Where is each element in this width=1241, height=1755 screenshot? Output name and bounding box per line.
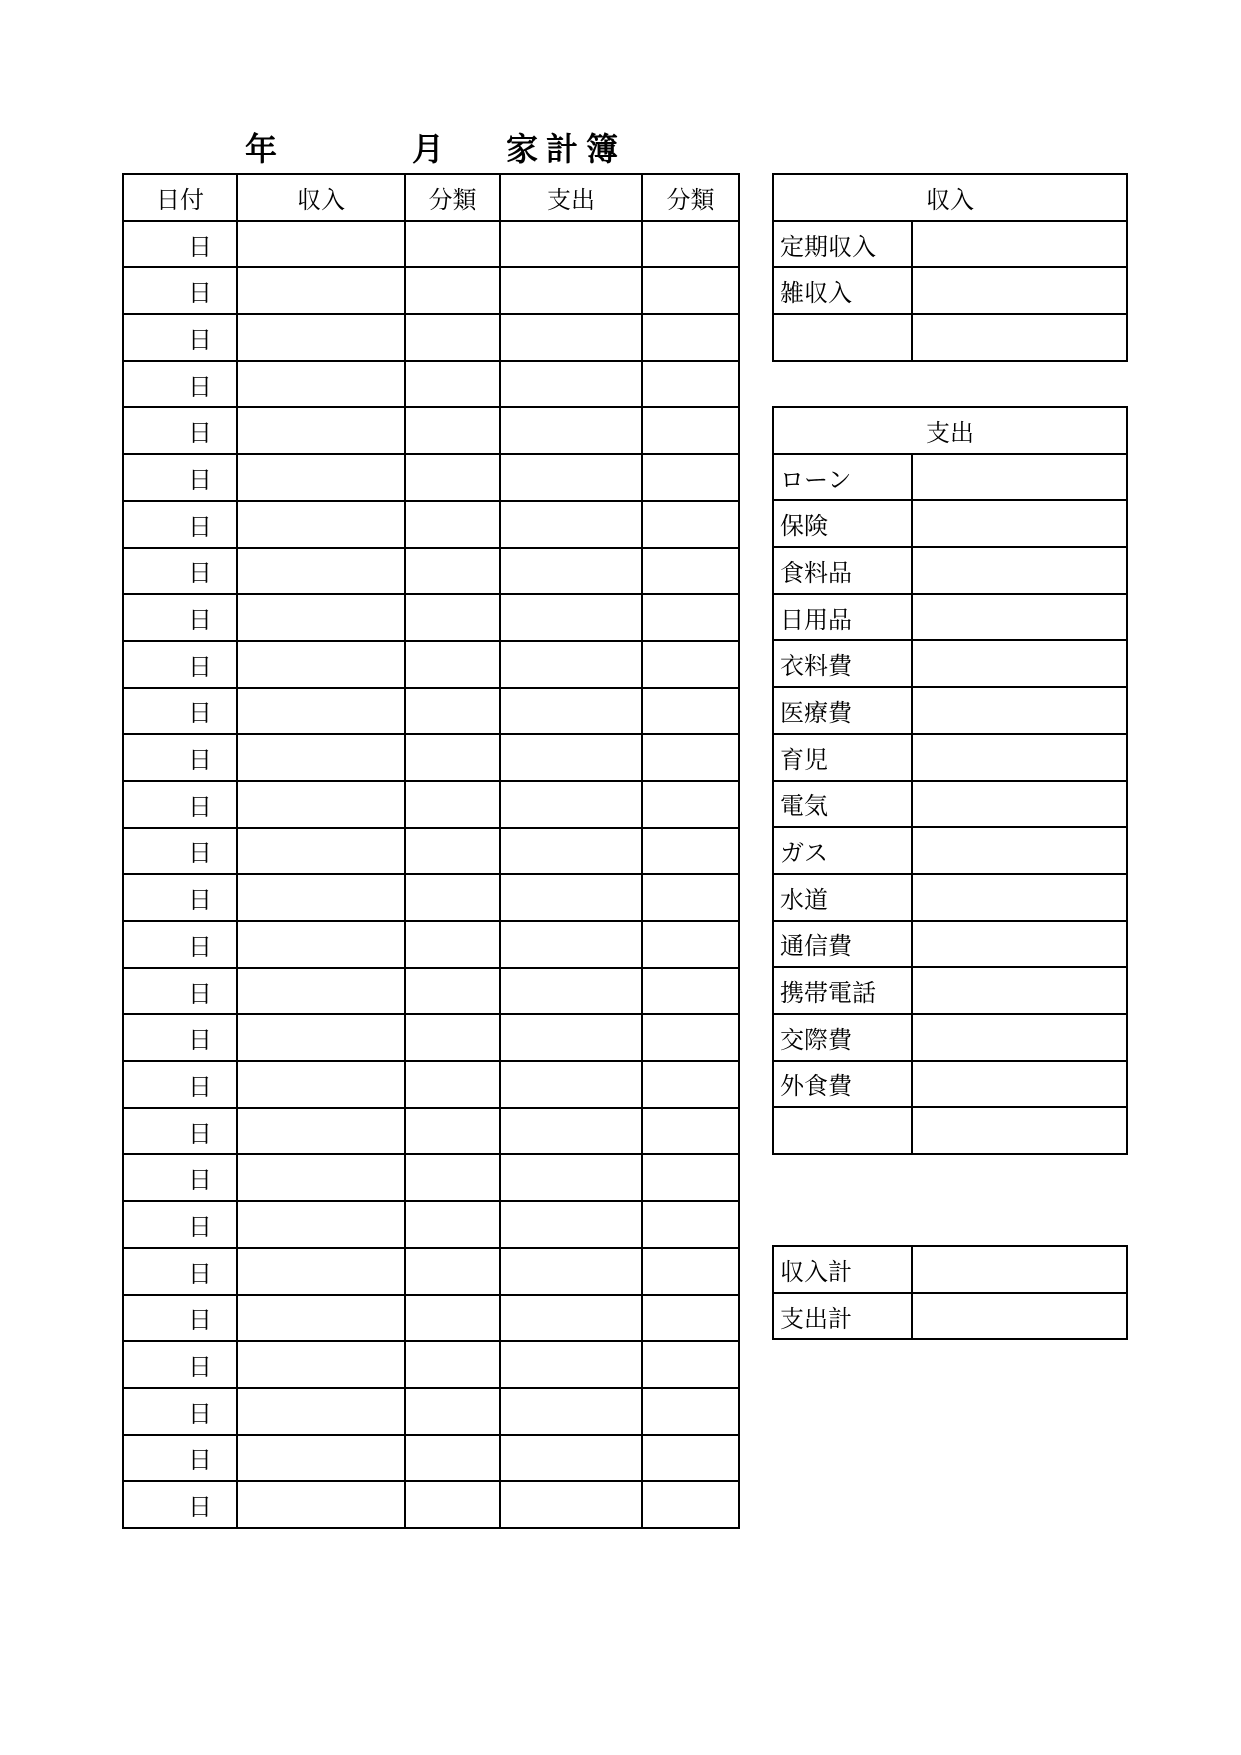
income-category-cell[interactable] xyxy=(405,1295,500,1342)
total-label: 収入計 xyxy=(773,1246,912,1293)
income-cell[interactable] xyxy=(237,594,405,641)
income-category-cell[interactable] xyxy=(405,314,500,361)
expense-cell[interactable] xyxy=(500,1341,642,1388)
expense-item-row xyxy=(773,547,1127,594)
header-expense: 支出 xyxy=(500,174,642,221)
income-category-cell[interactable] xyxy=(405,267,500,314)
ledger-row xyxy=(123,548,739,595)
expense-cell[interactable] xyxy=(500,734,642,781)
expense-cell[interactable] xyxy=(500,1154,642,1201)
income-cell[interactable] xyxy=(237,1201,405,1248)
expense-cell[interactable] xyxy=(500,501,642,548)
income-item-label: 雑収入 xyxy=(773,267,912,314)
expense-item-amount-cell[interactable] xyxy=(912,547,1127,594)
date-cell[interactable]: 日 xyxy=(123,1435,237,1482)
date-cell[interactable]: 日 xyxy=(123,1295,237,1342)
date-cell[interactable]: 日 xyxy=(123,641,237,688)
expense-cell[interactable] xyxy=(500,1481,642,1528)
income-item-row xyxy=(773,267,1127,314)
ledger-row xyxy=(123,1061,739,1108)
total-row xyxy=(773,1246,1127,1293)
expense-category-cell[interactable] xyxy=(642,501,739,548)
income-category-cell[interactable] xyxy=(405,548,500,595)
expense-item-row xyxy=(773,921,1127,968)
income-category-cell[interactable] xyxy=(405,1248,500,1295)
total-amount-cell[interactable] xyxy=(912,1293,1127,1340)
date-cell[interactable]: 日 xyxy=(123,688,237,735)
date-cell[interactable]: 日 xyxy=(123,1108,237,1155)
expense-category-cell[interactable] xyxy=(642,267,739,314)
expense-category-cell[interactable] xyxy=(642,221,739,268)
income-cell[interactable] xyxy=(237,1481,405,1528)
expense-item-amount-cell[interactable] xyxy=(912,1014,1127,1061)
expense-category-cell[interactable] xyxy=(642,1154,739,1201)
expense-category-cell[interactable] xyxy=(642,1014,739,1061)
date-cell[interactable]: 日 xyxy=(123,501,237,548)
income-cell[interactable] xyxy=(237,1388,405,1435)
expense-item-amount-cell[interactable] xyxy=(912,454,1127,501)
income-category-cell[interactable] xyxy=(405,874,500,921)
date-cell[interactable]: 日 xyxy=(123,968,237,1015)
ledger-row xyxy=(123,407,739,454)
expense-category-cell[interactable] xyxy=(642,734,739,781)
expense-cell[interactable] xyxy=(500,1108,642,1155)
expense-cell[interactable] xyxy=(500,1061,642,1108)
expense-item-amount-cell[interactable] xyxy=(912,640,1127,687)
expense-category-cell[interactable] xyxy=(642,1248,739,1295)
ledger-row xyxy=(123,1108,739,1155)
expense-category-cell[interactable] xyxy=(642,874,739,921)
income-category-cell[interactable] xyxy=(405,1481,500,1528)
expense-item-amount-cell[interactable] xyxy=(912,734,1127,781)
expense-item-amount-cell[interactable] xyxy=(912,827,1127,874)
expense-item-row xyxy=(773,734,1127,781)
expense-item-row xyxy=(773,1061,1127,1108)
income-category-cell[interactable] xyxy=(405,968,500,1015)
ledger-header-row xyxy=(123,174,739,221)
header-date: 日付 xyxy=(123,174,237,221)
expense-cell[interactable] xyxy=(500,361,642,408)
expense-item-label: 保険 xyxy=(773,500,912,547)
income-cell[interactable] xyxy=(237,874,405,921)
expense-category-cell[interactable] xyxy=(642,594,739,641)
total-amount-cell[interactable] xyxy=(912,1246,1127,1293)
expense-item-amount-cell[interactable] xyxy=(912,967,1127,1014)
income-cell[interactable] xyxy=(237,1248,405,1295)
title-year: 年 xyxy=(245,130,286,168)
total-row xyxy=(773,1293,1127,1340)
income-category-cell[interactable] xyxy=(405,454,500,501)
expense-item-label: 電気 xyxy=(773,781,912,828)
date-cell[interactable]: 日 xyxy=(123,1481,237,1528)
ledger-row xyxy=(123,641,739,688)
expense-cell[interactable] xyxy=(500,267,642,314)
income-category-cell[interactable] xyxy=(405,1108,500,1155)
expense-item-row xyxy=(773,1014,1127,1061)
income-cell[interactable] xyxy=(237,1154,405,1201)
ledger-row xyxy=(123,828,739,875)
date-cell[interactable]: 日 xyxy=(123,1248,237,1295)
ledger-row xyxy=(123,1248,739,1295)
ledger-row xyxy=(123,221,739,268)
ledger-table xyxy=(122,173,740,1529)
expense-category-cell[interactable] xyxy=(642,1295,739,1342)
expense-item-row xyxy=(773,640,1127,687)
expense-category-cell[interactable] xyxy=(642,968,739,1015)
date-cell[interactable]: 日 xyxy=(123,548,237,595)
income-item-row xyxy=(773,221,1127,268)
ledger-row xyxy=(123,361,739,408)
expense-cell[interactable] xyxy=(500,921,642,968)
date-cell[interactable]: 日 xyxy=(123,454,237,501)
expense-cell[interactable] xyxy=(500,221,642,268)
expense-category-cell[interactable] xyxy=(642,1388,739,1435)
income-cell[interactable] xyxy=(237,454,405,501)
expense-category-cell[interactable] xyxy=(642,828,739,875)
expense-item-amount-cell[interactable] xyxy=(912,874,1127,921)
expense-item-amount-cell[interactable] xyxy=(912,500,1127,547)
page-title: 家計簿 xyxy=(506,130,627,168)
income-cell[interactable] xyxy=(237,1014,405,1061)
expense-item-label: 医療費 xyxy=(773,687,912,734)
income-summary-header: 収入 xyxy=(773,174,1127,221)
expense-cell[interactable] xyxy=(500,828,642,875)
income-item-amount-cell[interactable] xyxy=(912,314,1127,361)
income-category-cell[interactable] xyxy=(405,1341,500,1388)
expense-item-row xyxy=(773,827,1127,874)
income-category-cell[interactable] xyxy=(405,407,500,454)
expense-category-cell[interactable] xyxy=(642,548,739,595)
expense-item-amount-cell[interactable] xyxy=(912,1107,1127,1154)
date-cell[interactable]: 日 xyxy=(123,781,237,828)
header-income: 収入 xyxy=(237,174,405,221)
income-cell[interactable] xyxy=(237,641,405,688)
expense-item-amount-cell[interactable] xyxy=(912,781,1127,828)
expense-cell[interactable] xyxy=(500,874,642,921)
expense-item-label xyxy=(773,1107,912,1154)
income-cell[interactable] xyxy=(237,1108,405,1155)
expense-cell[interactable] xyxy=(500,688,642,735)
expense-item-row xyxy=(773,687,1127,734)
ledger-row xyxy=(123,1388,739,1435)
income-cell[interactable] xyxy=(237,688,405,735)
income-cell[interactable] xyxy=(237,968,405,1015)
income-category-cell[interactable] xyxy=(405,221,500,268)
expense-category-cell[interactable] xyxy=(642,921,739,968)
income-category-cell[interactable] xyxy=(405,1014,500,1061)
ledger-row xyxy=(123,314,739,361)
income-category-cell[interactable] xyxy=(405,1154,500,1201)
income-cell[interactable] xyxy=(237,1295,405,1342)
totals-table xyxy=(772,1245,1128,1340)
expense-item-label: 日用品 xyxy=(773,594,912,641)
expense-category-cell[interactable] xyxy=(642,1435,739,1482)
income-cell[interactable] xyxy=(237,548,405,595)
income-category-cell[interactable] xyxy=(405,921,500,968)
expense-category-cell[interactable] xyxy=(642,688,739,735)
expense-cell[interactable] xyxy=(500,548,642,595)
date-cell[interactable]: 日 xyxy=(123,734,237,781)
ledger-row xyxy=(123,968,739,1015)
income-cell[interactable] xyxy=(237,267,405,314)
expense-item-amount-cell[interactable] xyxy=(912,687,1127,734)
income-category-cell[interactable] xyxy=(405,1061,500,1108)
date-cell[interactable]: 日 xyxy=(123,1388,237,1435)
income-item-label: 定期収入 xyxy=(773,221,912,268)
expense-item-label: ローン xyxy=(773,454,912,501)
expense-item-row xyxy=(773,594,1127,641)
expense-category-cell[interactable] xyxy=(642,1341,739,1388)
expense-item-label: 外食費 xyxy=(773,1061,912,1108)
date-cell[interactable]: 日 xyxy=(123,221,237,268)
expense-item-label: 交際費 xyxy=(773,1014,912,1061)
ledger-row xyxy=(123,688,739,735)
income-cell[interactable] xyxy=(237,781,405,828)
ledger-row xyxy=(123,594,739,641)
income-cell[interactable] xyxy=(237,1435,405,1482)
expense-cell[interactable] xyxy=(500,1295,642,1342)
ledger-row xyxy=(123,454,739,501)
expense-cell[interactable] xyxy=(500,1435,642,1482)
income-category-cell[interactable] xyxy=(405,781,500,828)
date-cell[interactable]: 日 xyxy=(123,828,237,875)
income-category-cell[interactable] xyxy=(405,1435,500,1482)
income-cell[interactable] xyxy=(237,921,405,968)
total-label: 支出計 xyxy=(773,1293,912,1340)
date-cell[interactable]: 日 xyxy=(123,874,237,921)
expense-category-cell[interactable] xyxy=(642,314,739,361)
ledger-row xyxy=(123,1201,739,1248)
income-item-amount-cell[interactable] xyxy=(912,221,1127,268)
income-cell[interactable] xyxy=(237,501,405,548)
expense-item-label: 携帯電話 xyxy=(773,967,912,1014)
income-cell[interactable] xyxy=(237,314,405,361)
expense-item-label: ガス xyxy=(773,827,912,874)
expense-item-amount-cell[interactable] xyxy=(912,594,1127,641)
expense-summary-header: 支出 xyxy=(773,407,1127,454)
income-item-label xyxy=(773,314,912,361)
expense-item-label: 食料品 xyxy=(773,547,912,594)
expense-category-cell[interactable] xyxy=(642,1108,739,1155)
expense-cell[interactable] xyxy=(500,968,642,1015)
expense-category-cell[interactable] xyxy=(642,641,739,688)
ledger-row xyxy=(123,874,739,921)
title-month: 月 xyxy=(412,130,453,168)
income-category-cell[interactable] xyxy=(405,1201,500,1248)
date-cell[interactable]: 日 xyxy=(123,361,237,408)
ledger-row xyxy=(123,1295,739,1342)
expense-category-cell[interactable] xyxy=(642,1201,739,1248)
expense-item-row xyxy=(773,500,1127,547)
income-summary-table xyxy=(772,173,1128,362)
expense-item-amount-cell[interactable] xyxy=(912,1061,1127,1108)
expense-summary-table xyxy=(772,406,1128,1155)
ledger-row xyxy=(123,1341,739,1388)
income-cell[interactable] xyxy=(237,734,405,781)
expense-item-row xyxy=(773,1107,1127,1154)
date-cell[interactable]: 日 xyxy=(123,594,237,641)
header-category: 分類 xyxy=(405,174,500,221)
expense-category-cell[interactable] xyxy=(642,454,739,501)
date-cell[interactable]: 日 xyxy=(123,407,237,454)
expense-item-label: 衣料費 xyxy=(773,640,912,687)
date-cell[interactable]: 日 xyxy=(123,1201,237,1248)
expense-cell[interactable] xyxy=(500,594,642,641)
expense-category-cell[interactable] xyxy=(642,781,739,828)
expense-cell[interactable] xyxy=(500,781,642,828)
date-cell[interactable]: 日 xyxy=(123,1014,237,1061)
date-cell[interactable]: 日 xyxy=(123,1061,237,1108)
date-cell[interactable]: 日 xyxy=(123,1154,237,1201)
ledger-row xyxy=(123,1435,739,1482)
expense-cell[interactable] xyxy=(500,314,642,361)
expense-category-cell[interactable] xyxy=(642,407,739,454)
income-cell[interactable] xyxy=(237,1061,405,1108)
expense-item-amount-cell[interactable] xyxy=(912,921,1127,968)
expense-item-row xyxy=(773,781,1127,828)
income-category-cell[interactable] xyxy=(405,641,500,688)
income-item-amount-cell[interactable] xyxy=(912,267,1127,314)
income-category-cell[interactable] xyxy=(405,361,500,408)
income-category-cell[interactable] xyxy=(405,734,500,781)
expense-cell[interactable] xyxy=(500,407,642,454)
income-cell[interactable] xyxy=(237,407,405,454)
expense-category-cell[interactable] xyxy=(642,361,739,408)
expense-item-label: 育児 xyxy=(773,734,912,781)
income-category-cell[interactable] xyxy=(405,828,500,875)
expense-item-row xyxy=(773,874,1127,921)
expense-item-row xyxy=(773,967,1127,1014)
date-cell[interactable]: 日 xyxy=(123,267,237,314)
income-category-cell[interactable] xyxy=(405,1388,500,1435)
expense-category-cell[interactable] xyxy=(642,1061,739,1108)
ledger-row xyxy=(123,267,739,314)
income-cell[interactable] xyxy=(237,361,405,408)
ledger-row xyxy=(123,1154,739,1201)
expense-cell[interactable] xyxy=(500,1388,642,1435)
expense-cell[interactable] xyxy=(500,641,642,688)
expense-cell[interactable] xyxy=(500,1014,642,1061)
expense-cell[interactable] xyxy=(500,1248,642,1295)
expense-category-cell[interactable] xyxy=(642,1481,739,1528)
ledger-row xyxy=(123,501,739,548)
income-category-cell[interactable] xyxy=(405,688,500,735)
income-category-cell[interactable] xyxy=(405,501,500,548)
expense-cell[interactable] xyxy=(500,454,642,501)
date-cell[interactable]: 日 xyxy=(123,314,237,361)
income-cell[interactable] xyxy=(237,221,405,268)
expense-item-row xyxy=(773,454,1127,501)
income-cell[interactable] xyxy=(237,1341,405,1388)
ledger-row xyxy=(123,921,739,968)
ledger-row xyxy=(123,781,739,828)
income-category-cell[interactable] xyxy=(405,594,500,641)
expense-item-label: 水道 xyxy=(773,874,912,921)
expense-item-label: 通信費 xyxy=(773,921,912,968)
header-category: 分類 xyxy=(642,174,739,221)
date-cell[interactable]: 日 xyxy=(123,921,237,968)
income-cell[interactable] xyxy=(237,828,405,875)
date-cell[interactable]: 日 xyxy=(123,1341,237,1388)
expense-cell[interactable] xyxy=(500,1201,642,1248)
ledger-row xyxy=(123,1014,739,1061)
ledger-row xyxy=(123,1481,739,1528)
income-item-row xyxy=(773,314,1127,361)
ledger-row xyxy=(123,734,739,781)
